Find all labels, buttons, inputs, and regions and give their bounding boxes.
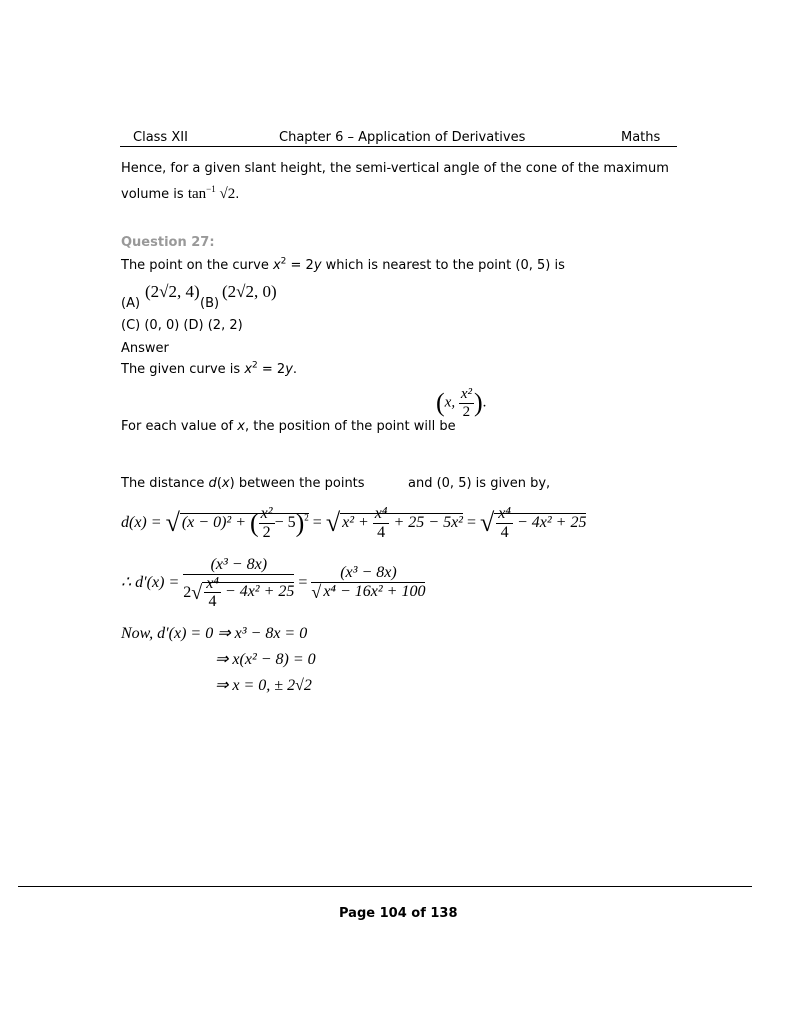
equation-distance: d(x) = √ (x − 0)² + ( $\frac{\text{x²}}{2}$ − 5)$^2$ = √ x² + $\frac{\text{x⁴}}{4}$ + 25 − 5x² = √ $\frac{\text{x⁴}}{4}$ − 4x² + 25 (121, 505, 587, 541)
conclusion-line-2: volume is $\tan^{-1} √2$. (121, 184, 240, 202)
equation-derivative: ∴ d′(x) = (x³ − 8x) 2√ $\frac{\text{x⁴}}{4}$ − 4x² + 25 = $\frac{\text{(x³ − 8x)}}{\text{√ x⁴ − 16x² + 100}}$ (121, 556, 426, 611)
options-c-d: (C) (0, 0) (D) (2, 2) (121, 318, 243, 333)
header-rule (120, 146, 677, 147)
answer-label: Answer (121, 341, 169, 356)
given-curve: The given curve is $x^2 = 2y$. (121, 360, 298, 377)
header-class: Class XII (133, 130, 188, 145)
header-chapter: Chapter 6 – Application of Derivatives (279, 130, 526, 145)
option-a-label: (A) (121, 296, 141, 311)
each-value-text: For each value of x, the position of the point will be (121, 419, 456, 434)
conclusion-line-1: Hence, for a given slant height, the semi-vertical angle of the cone of the maximum (121, 161, 669, 176)
question-title: Question 27: (121, 235, 215, 250)
equation-now: Now, d′(x) = 0 ⇒ x³ − 8x = 0 (121, 625, 308, 642)
distance-text-b: and (0, 5) is given by, (408, 476, 551, 491)
option-a-math: (2√2, 4) (145, 282, 200, 301)
page-number: Page 104 of 138 (339, 906, 458, 921)
equation-roots: ⇒ x = 0, ± 2√2 (215, 677, 312, 694)
footer-rule (18, 886, 752, 887)
distance-text-a: The distance d(x) between the points (121, 476, 365, 491)
equation-factor: ⇒ x(x² − 8) = 0 (215, 651, 316, 668)
option-b-math: (2√2, 0) (222, 282, 277, 301)
point-coordinate: (x, $\frac{\text{x²}}{2}$ ). (436, 386, 487, 420)
header-subject: Maths (621, 130, 661, 145)
option-b-label: (B) (200, 296, 220, 311)
question-stem: The point on the curve $x^2 = 2y$ which is nearest to the point (0, 5) is (121, 256, 565, 273)
